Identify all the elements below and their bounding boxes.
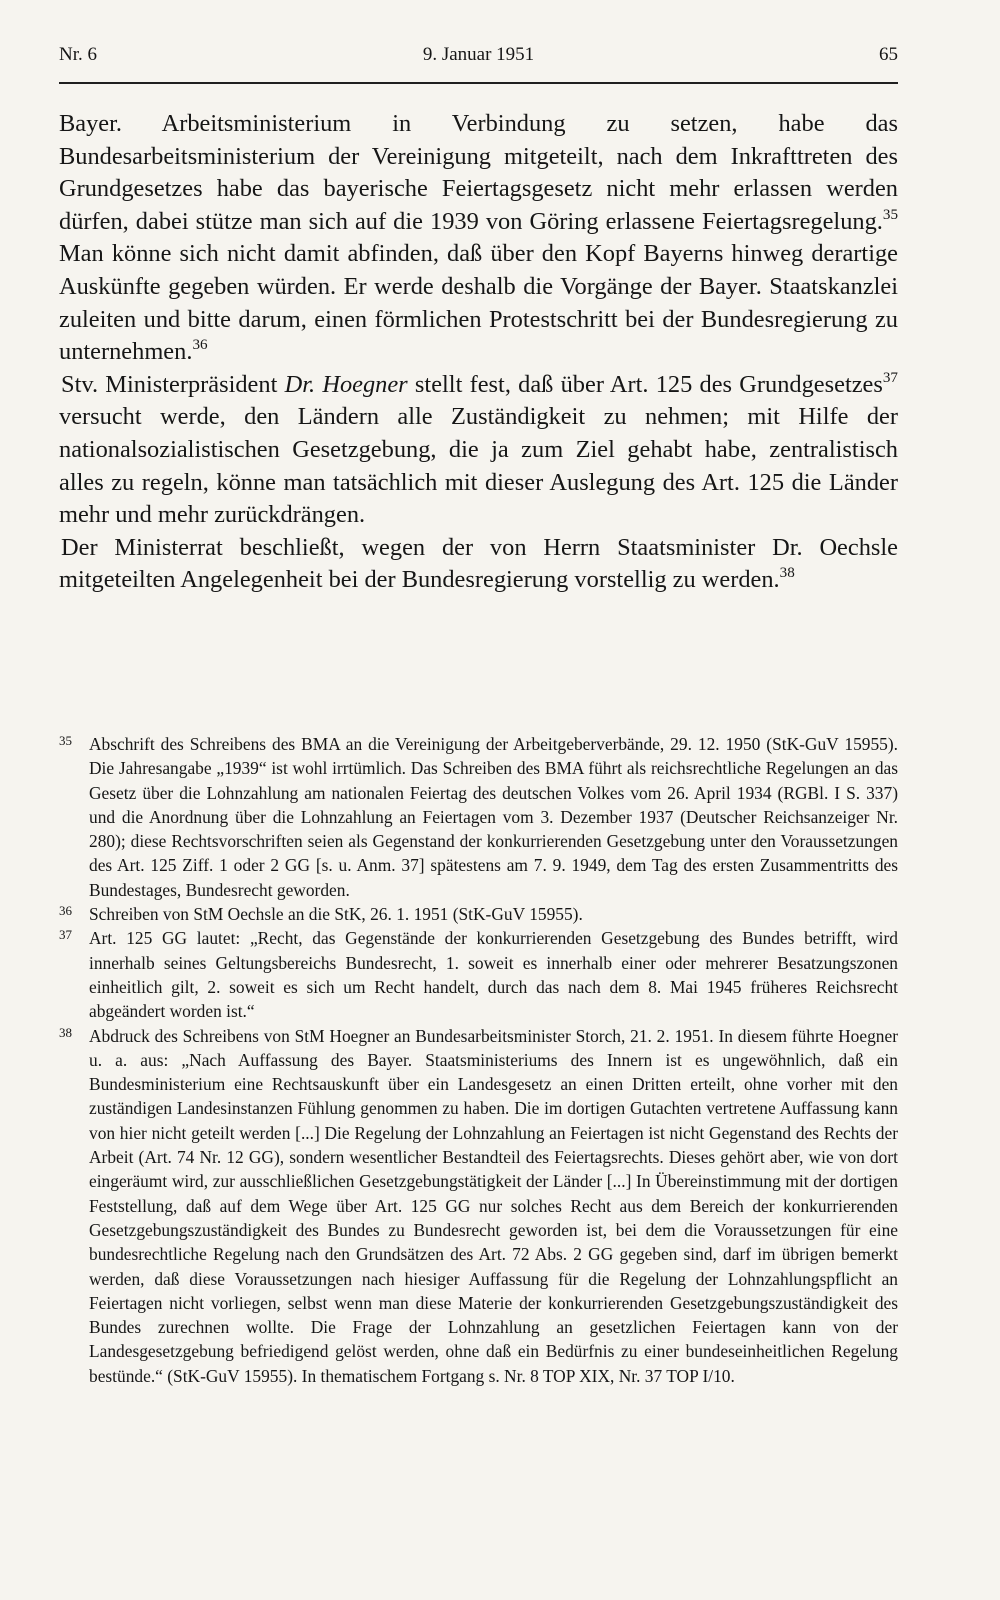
paragraph-3-text: Der Ministerrat beschließt, wegen der von Herrn Staatsminister Dr. Oechsle mitgeteilten Angelegenheit bei der Bundesregierung vorstellig zu werden.: [59, 533, 898, 594]
paragraph-1-text: Bayer. Arbeitsministerium in Verbindung zu setzen, habe das Bundesarbeitsministerium der Vereinigung mitgeteilt, nach dem Inkrafttreten des Grundgesetzes habe das bayerische Feiertagsgesetz nicht mehr erlassen werden dürfen, dabei stütze man sich auf die 1939 von Göring erlassene Feiertagsregelung.: [59, 110, 898, 235]
footnote-ref-36[interactable]: 36: [192, 337, 208, 354]
document-number: Nr. 6: [59, 44, 97, 65]
paragraph-2: [59, 369, 898, 532]
footnote-number: 38: [59, 1024, 72, 1040]
footnote-35: [59, 732, 898, 902]
page: [59, 44, 898, 1386]
header-rule: [59, 82, 898, 84]
paragraph-2-text-2: versucht werde, den Ländern alle Zuständigkeit zu nehmen; mit Hilfe der nationalsozialistischen Gesetzgebung, die ja zum Ziel gehabt habe, zentralistisch alles zu regeln, könne man tatsächlich mit dieser Auslegung des Art. 125 die Länder mehr und mehr zurückdrängen.: [59, 403, 898, 529]
footnote-text: Schreiben von StM Oechsle an die StK, 26. 1. 1951 (StK-GuV 15955).: [89, 904, 583, 925]
footnote-text: Art. 125 GG lautet: „Recht, das Gegenstände der konkurrierenden Gesetzgebung des Bundes betrifft, wird innerhalb seines Geltungsbereichs Bundesrecht, 1. soweit es innerhalb einer oder mehrerer Besatzungszonen einheitlich gilt, 2. soweit es sich um Recht handelt, durch das nach dem 8. Mai 1945 früheres Reichsrecht abgeändert worden ist.“: [89, 928, 898, 1022]
paragraph-3: [59, 532, 898, 597]
running-header: [59, 44, 898, 74]
footnote-ref-37[interactable]: 37: [882, 369, 898, 386]
footnote-text: Abschrift des Schreibens des BMA an die Vereinigung der Arbeitgeberverbände, 29. 12. 1950 (StK-GuV 15955). Die Jahresangabe „1939“ ist wohl irrtümlich. Das Schreiben des BMA führt als reichsrechtliche Regelungen an das Gesetz über die Lohnzahlung am nationalen Feiertag des deutschen Volkes vom 26. April 1934 (RGBl. I S. 337) und die Anordnung über die Lohnzahlung an Feiertagen vom 3. Dezember 1937 (Deutscher Reichsanzeiger Nr. 280); diese Rechtsvorschriften seien als Gegenstand der konkurrierenden Gesetzgebung unter den Voraussetzungen des Art. 125 Ziff. 1 oder 2 GG [s. u. Anm. 37] spätestens am 7. 9. 1949, dem Tag des ersten Zusammentritts des Bundestages, Bundesrecht geworden.: [89, 734, 898, 900]
footnote-38: [59, 1024, 898, 1388]
footnote-text: Abdruck des Schreibens von StM Hoegner an Bundesarbeitsminister Storch, 21. 2. 1951. In diesem führte Hoegner u. a. aus: „Nach Auffassung des Bayer. Staatsministeriums des Innern ist es ungewöhnlich, daß ein Bundesministerium eine Rechtsauskunft über ein Landesgesetz an einen Dritten erteilt, ohne vorher mit den zuständigen Landesinstanzen Fühlung genommen zu haben. Die im dortigen Gutachten vertretene Auffassung kann von hier nicht geteilt werden [...] Die Regelung der Lohnzahlung an Feiertagen ist nicht Gegenstand des Rechts der Arbeit (Art. 74 Nr. 12 GG), sondern wesentlicher Bestandteil des Feiertagsrechts. Dieses gehört aber, wie von dort eingeräumt wird, zur ausschließlichen Gesetzgebungstätigkeit der Länder [...] In Übereinstimmung mit der dortigen Feststellung, daß auf dem Wege über Art. 125 GG nur solches Recht aus dem Bereich der konkurrierenden Gesetzgebungszuständigkeit des Bundes zu Bundesrecht geworden ist, bei dem die Voraussetzungen für eine bundesrechtliche Regelung nach den Grundsätzen des Art. 72 Abs. 2 GG gegeben sind, darf im übrigen bemerkt werden, daß diese Voraussetzungen nach hiesiger Auffassung für die Regelung der Lohnzahlungspflicht an Feiertagen nicht vorliegen, selbst wenn man diese Materie der konkurrierenden Gesetzgebungszuständigkeit des Bundes zurechnen wollte. Die Frage der Lohnzahlung an gesetzlichen Feiertagen kann von der Landesgesetzgebung befriedigend gelöst werden, ohne daß ein Bedürfnis zu einer bundeseinheitlichen Regelung bestünde.“ (StK-GuV 15955). In thematischem Fortgang s. Nr. 8 TOP XIX, Nr. 37 TOP I/10.: [89, 1025, 898, 1386]
page-number: 65: [879, 44, 898, 65]
paragraph-2-text: stellt fest, daß über Art. 125 des Grundgesetzes: [407, 370, 883, 398]
speaker-name: Dr. Hoegner: [284, 370, 408, 398]
footnote-number: 37: [59, 927, 72, 943]
footnote-number: 36: [59, 903, 72, 919]
footnote-37: [59, 926, 898, 1023]
footnote-number: 35: [59, 733, 72, 748]
main-text: [59, 108, 898, 597]
paragraph-1-text-2: Man könne sich nicht damit abfinden, daß über den Kopf Bayerns hinweg derartige Auskünfte gegeben würden. Er werde deshalb die Vorgänge der Bayer. Staatskanzlei zuleiten und bitte darum, einen förmlichen Protestschritt bei der Bundesregierung zu unternehmen.: [59, 240, 898, 366]
paragraph-1: [59, 108, 898, 369]
footnote-36: [59, 902, 898, 926]
footnote-ref-38[interactable]: 38: [779, 565, 795, 582]
footnote-ref-35[interactable]: 35: [882, 206, 898, 223]
paragraph-2-pre: Stv. Ministerpräsident: [61, 370, 285, 398]
header-date: 9. Januar 1951: [422, 44, 535, 65]
footnotes: [59, 732, 898, 1388]
